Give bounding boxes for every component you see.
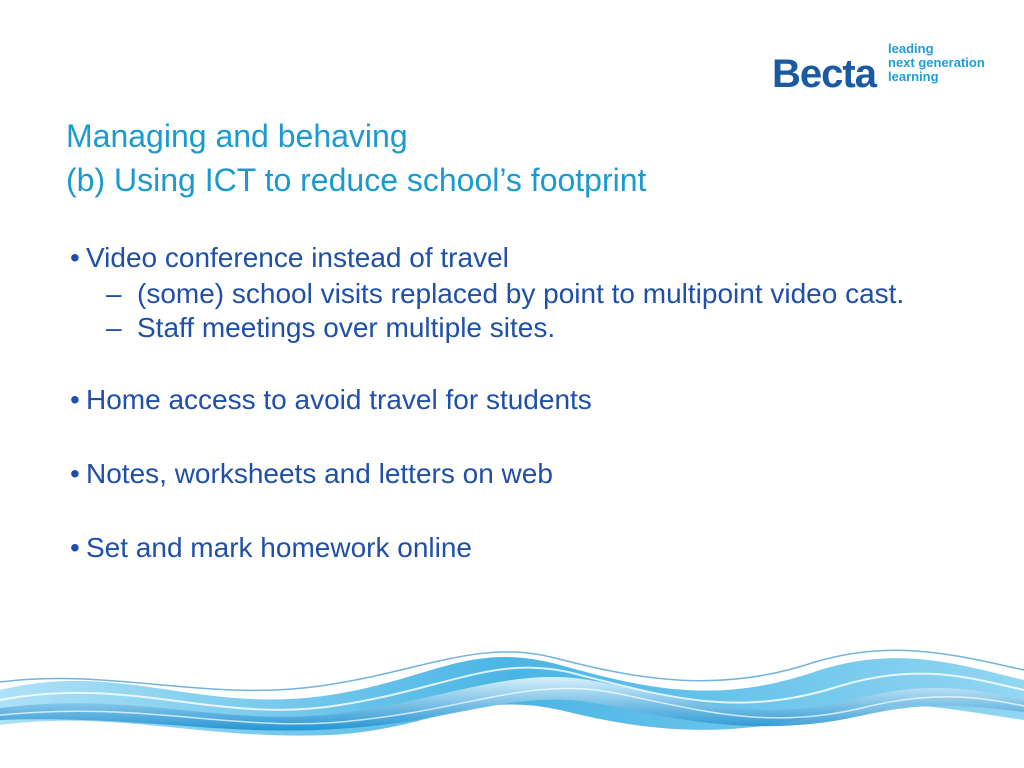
logo-tagline-line: leading <box>888 41 934 56</box>
becta-logo <box>772 42 987 98</box>
sub-bullet-text: Staff meetings over multiple sites. <box>137 312 556 343</box>
bullet-text: Video conference instead of travel <box>86 242 509 273</box>
slide-title <box>66 114 926 202</box>
dash-icon: – <box>106 312 122 343</box>
bullet-icon: • <box>70 532 80 563</box>
bullet-text: Notes, worksheets and letters on web <box>86 458 553 489</box>
sub-bullet-text: (some) school visits replaced by point to multipoint video cast. <box>137 278 905 309</box>
logo-tagline-line: next generation <box>888 55 985 70</box>
sub-bullet-item <box>70 312 950 344</box>
bullet-icon: • <box>70 458 80 489</box>
bullet-item <box>70 530 950 566</box>
dash-icon: – <box>106 278 122 309</box>
logo-tagline-line: learning <box>888 69 939 84</box>
bullet-text: Home access to avoid travel for students <box>86 384 592 415</box>
bullet-icon: • <box>70 384 80 415</box>
title-line-2: (b) Using ICT to reduce school’s footprint <box>66 162 647 198</box>
title-line-1: Managing and behaving <box>66 118 408 154</box>
sub-bullet-item <box>70 278 950 310</box>
logo-wordmark: Becta <box>772 52 876 96</box>
bullet-text: Set and mark homework online <box>86 532 472 563</box>
decorative-wave <box>0 620 1024 768</box>
bullet-item <box>70 382 950 418</box>
bullet-icon: • <box>70 242 80 273</box>
logo-tagline <box>888 42 985 84</box>
bullet-list <box>70 240 950 566</box>
bullet-item <box>70 456 950 492</box>
bullet-item <box>70 240 950 276</box>
